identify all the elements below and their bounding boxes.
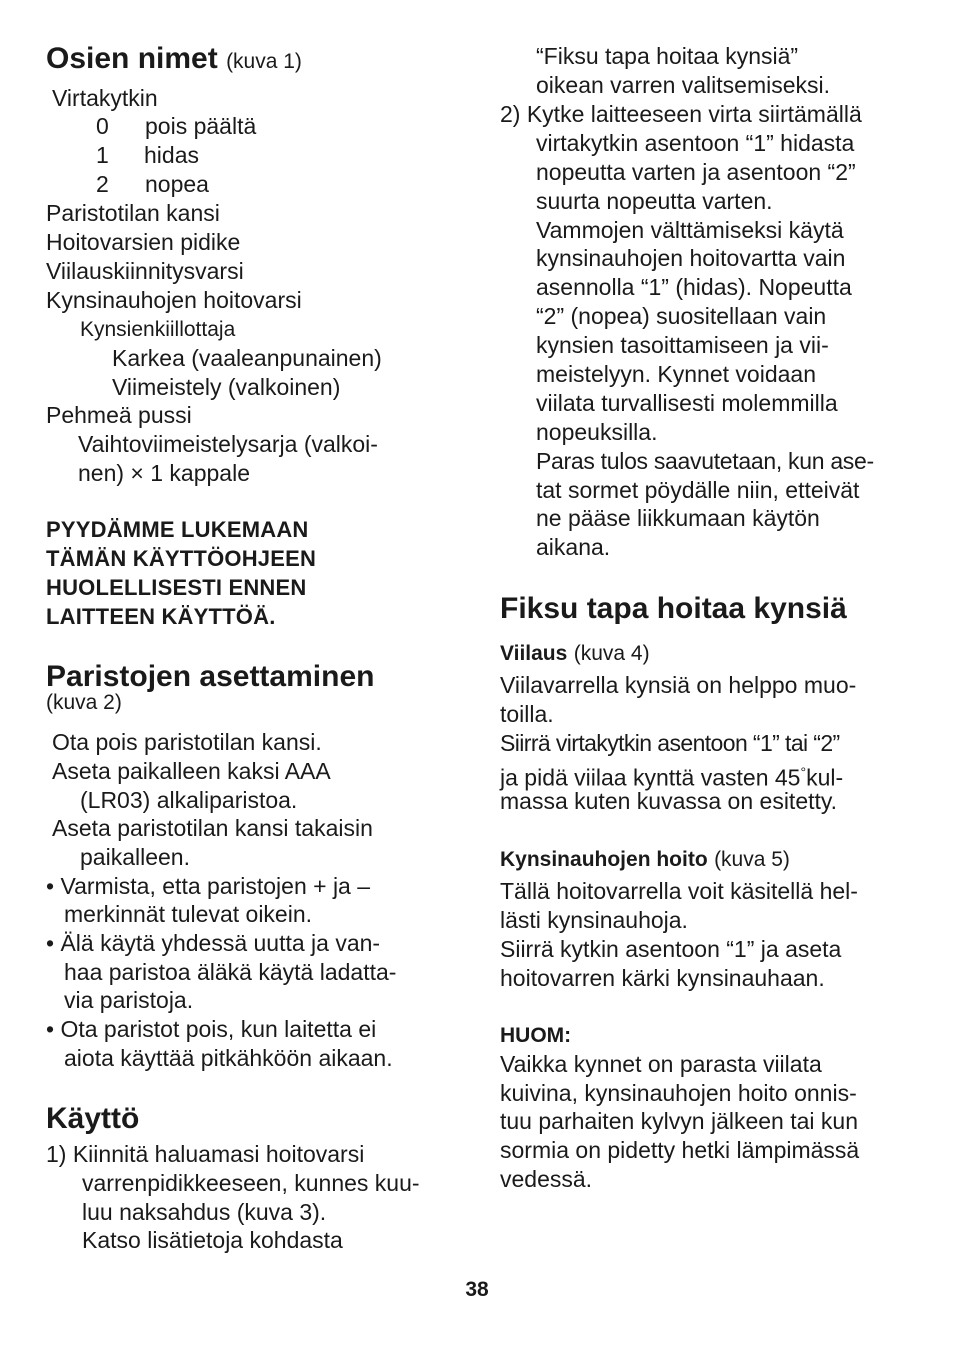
kh-line: lästi kynsinauhoja. [500, 907, 688, 933]
use-cont-line: nopeuksilla. [536, 419, 658, 445]
battery-line: (LR03) alkaliparistoa. [80, 787, 298, 813]
battery-figure-ref: (kuva 2) [46, 691, 122, 714]
huom-line: kuivina, kynsinauhojen hoito onnis- [500, 1080, 857, 1106]
switch-label: nopea [145, 171, 209, 197]
use-cont-line: tat sormet pöydälle niin, etteivät [536, 477, 860, 503]
use-step-2: 2) Kytke laitteeseen virta siirtämällä [500, 101, 862, 127]
part-karkea: Karkea (vaaleanpunainen) [112, 345, 382, 371]
figure-ref: (kuva 4) [573, 642, 650, 665]
use-cont-line: “2” (nopea) suositellaan vain [536, 303, 827, 329]
section-title-paristojen: Paristojen asettaminen [46, 660, 375, 693]
huom-line: tuu parhaiten kylvyn jälkeen tai kun [500, 1108, 858, 1134]
switch-label: pois päältä [145, 113, 257, 139]
use-cont-line: oikean varren valitsemiseksi. [536, 72, 831, 98]
battery-line: Aseta paristotilan kansi takaisin [52, 815, 373, 841]
switch-label: hidas [144, 142, 199, 168]
use-cont-line: ne pääse liikkumaan käytön [536, 505, 820, 531]
huom-line: Vaikka kynnet on parasta viilata [500, 1051, 822, 1077]
battery-line: paikalleen. [80, 844, 190, 870]
section-title-kaytto: Käyttö [46, 1102, 140, 1135]
viilaus-line: toilla. [500, 701, 554, 727]
warning-line-2: TÄMÄN KÄYTTÖOHJEEN [46, 546, 317, 571]
subheading-label: Kynsinauhojen hoito [500, 848, 708, 871]
title-text: Osien nimet [46, 42, 218, 75]
use-cont-line: viilata turvallisesti molemmilla [536, 390, 838, 416]
use-line: Katso lisätietoja kohdasta [82, 1227, 343, 1253]
kh-line: Siirrä kytkin asentoon “1” ja aseta [500, 936, 842, 962]
huom-heading: HUOM: [500, 1024, 572, 1047]
part-kynsienkiillottaja: Kynsienkiillottaja [80, 318, 236, 341]
use-cont-line: Paras tulos saavutetaan, kun ase- [536, 448, 874, 474]
part-kynsinauhojen-hoitovarsi: Kynsinauhojen hoitovarsi [46, 287, 302, 313]
huom-line: vedessä. [500, 1166, 593, 1192]
battery-line: haa paristoa äläkä käytä ladatta- [64, 959, 397, 985]
figure-ref: (kuva 1) [226, 50, 302, 73]
viilaus-heading [500, 638, 650, 668]
angle-text-end: kul- [806, 764, 844, 791]
battery-line: merkinnät tulevat oikein. [64, 901, 313, 927]
part-virtakytkin: Virtakytkin [52, 85, 158, 111]
switch-number: 0 [96, 113, 109, 139]
viilaus-line: Siirrä virtakytkin asentoon “1” tai “2” [500, 730, 840, 756]
kh-line: hoitovarren kärki kynsinauhaan. [500, 965, 825, 991]
use-line: varrenpidikkeeseen, kunnes kuu- [82, 1170, 420, 1196]
part-pehmea-pussi: Pehmeä pussi [46, 402, 192, 428]
use-cont-line: virtakytkin asentoon “1” hidasta [536, 130, 855, 156]
viilaus-line: massa kuten kuvassa on esitetty. [500, 788, 838, 814]
battery-bullet: • Ota paristot pois, kun laitetta ei [46, 1016, 377, 1042]
switch-number: 2 [96, 171, 109, 197]
battery-bullet: • Älä käytä yhdessä uutta ja van- [46, 930, 381, 956]
part-vaihtoviimeistelysarja-1: Vaihtoviimeistelysarja (valkoi- [78, 431, 378, 457]
switch-number: 1 [96, 142, 109, 168]
degree-sign: ° [800, 764, 807, 780]
use-cont-line: meistelyyn. Kynnet voidaan [536, 361, 816, 387]
warning-line-1: PYYDÄMME LUKEMAAN [46, 517, 309, 542]
part-viilauskiinnitysvarsi: Viilauskiinnitysvarsi [46, 258, 244, 284]
warning-line-3: HUOLELLISESTI ENNEN [46, 575, 307, 600]
use-cont-line: nopeutta varten ja asentoon “2” [536, 159, 856, 185]
part-vaihtoviimeistelysarja-2: nen) × 1 kappale [78, 460, 250, 486]
battery-line: aiota käyttää pitkähköön aikaan. [64, 1045, 393, 1071]
use-cont-line: suurta nopeutta varten. [536, 188, 773, 214]
section-title-fiksu: Fiksu tapa hoitaa kynsiä [500, 592, 847, 625]
use-cont-line: kynsinauhojen hoitovartta vain [536, 245, 846, 271]
use-cont-line: kynsien tasoittamiseen ja vii- [536, 332, 829, 358]
angle-text: ja pidä viilaa kynttä vasten 45 [500, 764, 801, 791]
page-number: 38 [465, 1278, 489, 1301]
huom-line: sormia on pidetty hetki lämpimässä [500, 1137, 860, 1163]
figure-ref: (kuva 5) [714, 848, 790, 871]
kynsinauhojen-heading [500, 844, 790, 874]
use-step-1: 1) Kiinnitä haluamasi hoitovarsi [46, 1141, 365, 1167]
use-cont-line: Vammojen välttämiseksi käytä [536, 217, 844, 243]
use-cont-line: asennolla “1” (hidas). Nopeutta [536, 274, 852, 300]
use-cont-line: aikana. [536, 534, 611, 560]
section-title-osien-nimet [46, 42, 302, 79]
subheading-label: Viilaus [500, 642, 568, 665]
part-paristotilan-kansi: Paristotilan kansi [46, 200, 220, 226]
battery-line: Ota pois paristotilan kansi. [52, 729, 322, 755]
use-cont-line: “Fiksu tapa hoitaa kynsiä” [536, 43, 799, 69]
battery-bullet: • Varmista, etta paristojen + ja – [46, 873, 371, 899]
battery-line: Aseta paikalleen kaksi AAA [52, 758, 331, 784]
use-line: luu naksahdus (kuva 3). [82, 1199, 327, 1225]
switch-position-1 [96, 141, 199, 170]
part-viimeistely: Viimeistely (valkoinen) [112, 374, 341, 400]
viilaus-line: Viilavarrella kynsiä on helppo muo- [500, 672, 857, 698]
battery-line: via paristoja. [64, 987, 194, 1013]
kh-line: Tällä hoitovarrella voit käsitellä hel- [500, 878, 858, 904]
switch-position-2 [96, 170, 209, 199]
part-hoitovarsien-pidike: Hoitovarsien pidike [46, 229, 241, 255]
warning-line-4: LAITTEEN KÄYTTÖÄ. [46, 604, 276, 629]
switch-position-0 [96, 112, 256, 141]
